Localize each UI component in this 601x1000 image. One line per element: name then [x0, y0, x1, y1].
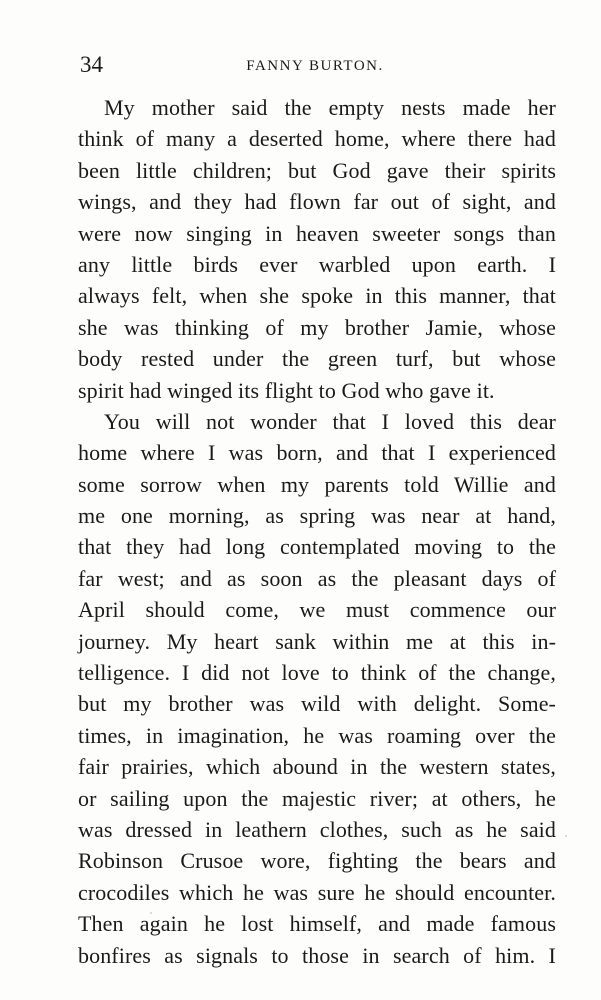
running-title: FANNY BURTON.	[246, 58, 384, 74]
paper-speck	[420, 958, 423, 960]
paper-speck	[150, 912, 152, 914]
text-line: spirit had winged its flight to God who gave it.	[78, 377, 495, 403]
text-line: April should come, we must commence our	[78, 597, 556, 623]
text-line: journey. My heart sank within me at this in-	[78, 628, 556, 654]
text-line: she was thinking of my brother Jamie, whose	[78, 314, 556, 340]
text-line: wings, and they had flown far out of sight, and	[78, 189, 556, 215]
text-line: My mother said the empty nests made her	[104, 95, 556, 120]
text-line: You will not wonder that I loved this dear	[104, 408, 556, 434]
text-line: that they had long contemplated moving to the	[78, 534, 556, 560]
text-line: Then again he lost himself, and made famous	[78, 911, 556, 937]
text-line: body rested under the green turf, but whose	[78, 346, 556, 372]
page-header	[80, 50, 550, 80]
text-line: bonfires as signals to those in search of him. I	[78, 942, 556, 968]
text-line: were now singing in heaven sweeter songs than	[78, 220, 556, 246]
text-line: far west; and as soon as the pleasant days of	[78, 565, 556, 591]
text-line: always felt, when she spoke in this manner, that	[78, 283, 556, 309]
text-line: crocodiles which he was sure he should encounter.	[78, 879, 556, 905]
text-line: Robinson Crusoe wore, fighting the bears and	[78, 848, 556, 874]
text-line: fair prairies, which abound in the western states,	[78, 754, 556, 780]
text-line: some sorrow when my parents told Willie and	[78, 471, 556, 497]
body-text	[78, 92, 556, 971]
text-line: think of many a deserted home, where there had	[78, 126, 556, 152]
text-line: home where I was born, and that I experienced	[78, 440, 556, 466]
paper-speck	[565, 835, 567, 837]
text-line: me one morning, as spring was near at hand,	[78, 503, 556, 529]
text-line: any little birds ever warbled upon earth. I	[78, 251, 556, 277]
text-line: or sailing upon the majestic river; at others, he	[78, 785, 556, 811]
text-line: times, in imagination, he was roaming over the	[78, 722, 556, 748]
text-line: was dressed in leathern clothes, such as he said	[78, 816, 556, 842]
page-number: 34	[80, 52, 103, 77]
text-line: telligence. I did not love to think of the change,	[78, 660, 556, 686]
text-line: but my brother was wild with delight. Some-	[78, 691, 556, 717]
text-line: been little children; but God gave their spirits	[78, 157, 556, 183]
